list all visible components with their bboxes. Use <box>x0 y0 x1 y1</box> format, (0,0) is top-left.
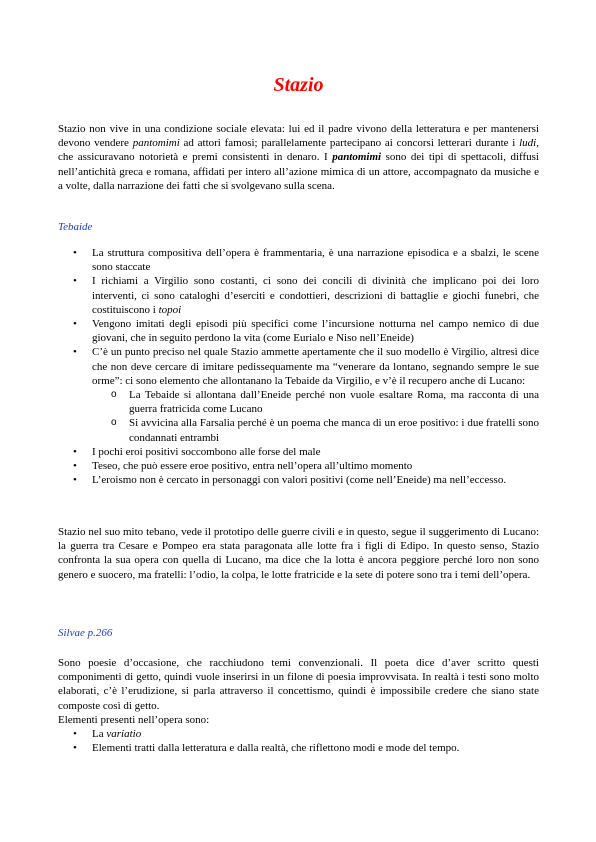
intro-text-1: Stazio non vive in una condizione sociale elevata: lui ed il padre vivono della letteratura e per mantenersi devono vendere <box>58 123 539 150</box>
list-item <box>58 274 539 317</box>
list-item-emphasis: variatio <box>106 728 142 740</box>
list-item-text: Teseo, che può essere eroe positivo, entra nell’opera all’ultimo momento <box>92 460 413 473</box>
elements-intro: Elementi presenti nell’opera sono: <box>58 714 210 726</box>
list-item-text: La <box>92 728 107 740</box>
bullet-icon: • <box>73 474 77 487</box>
bullet-icon: • <box>73 346 77 359</box>
list-item-text: L’eroismo non è cercato in personaggi con valori positivi (come nell’Eneide) ma nell’eccesso. <box>92 474 507 487</box>
bullet-icon: • <box>73 460 77 473</box>
section-heading-silvae: Silvae p.266 <box>58 627 113 639</box>
sublist-item <box>92 388 539 416</box>
tebaide-list <box>58 246 539 487</box>
hollow-bullet-icon: o <box>111 389 117 401</box>
list-item-text: I pochi eroi positivi soccombono alle forse del male <box>92 445 321 458</box>
intro-text-3: , che assicuravano notorietà e premi consistenti in denaro. I <box>58 137 539 164</box>
list-item <box>58 459 539 473</box>
list-item <box>58 445 539 459</box>
silvae-paragraph: Sono poesie d’occasione, che racchiudono temi convenzionali. Il poeta dice d’aver scritto questi componimenti di getto, quindi vuole inserirsi in un filone di poesia improvvisata. In realtà i testi sono molto elaborati, c’è l’erudizione, si parla attraverso il concettismo, quindi è impossibile credere che siano state composte così di getto. <box>58 657 539 712</box>
section-heading-tebaide: Tebaide <box>58 221 93 233</box>
bullet-icon: • <box>73 247 77 259</box>
list-item <box>58 727 539 741</box>
bullet-icon: • <box>73 445 77 458</box>
list-item-text: I richiami a Virgilio sono costanti, ci sono dei concili di divinità che implicano poi dei loro interventi, ci sono cataloghi d’eserciti e condottieri, descrizioni di battaglie e giochi funebri, che costituiscono i <box>92 275 539 316</box>
bullet-icon: • <box>73 742 77 755</box>
intro-paragraph <box>58 122 539 193</box>
intro-emphasis-pantomimi-bold: pantomimi <box>332 151 382 164</box>
list-item <box>58 246 539 274</box>
intro-text-4: sono dei tipi di spettacoli, diffusi nell’antichità greca e romana, affidati per intero all’azione mimica di un attore, accompagnato da musiche e a volte, dalla narrazione dei fatti che si svolgevano sulla scena. <box>58 151 539 192</box>
list-item <box>58 317 539 345</box>
bullet-icon: • <box>73 728 77 740</box>
sublist-item-text: La Tebaide si allontana dall’Eneide perché non vuole esaltare Roma, ma racconta di una guerra fratricida come Lucano <box>129 389 539 416</box>
silvae-list <box>58 727 539 755</box>
list-item <box>58 345 539 444</box>
list-item <box>58 473 539 487</box>
list-item-text: Vengono imitati degli episodi più specifici come l’incursione notturna nel campo nemico di due giovani, che in seguito perdono la vita (come Eurialo e Niso nell’Eneide) <box>92 318 539 345</box>
sublist-item-text: Si avvicina alla Farsalia perché è un poema che manca di un eroe positivo: i due fratelli sono condannati entrambi <box>129 417 539 444</box>
sublist-item <box>92 416 539 444</box>
bullet-icon: • <box>73 318 77 331</box>
list-item-text: La struttura compositiva dell’opera è frammentaria, è una narrazione episodica e a sbalzi, le scene sono staccate <box>92 247 539 274</box>
intro-text-2: ad attori famosi; parallelamente partecipano ai concorsi letterari durante i <box>179 137 520 150</box>
intro-emphasis-ludi: ludi <box>519 137 537 150</box>
page-title: Stazio <box>273 74 324 96</box>
tebaide-sublist <box>92 388 539 445</box>
list-item-emphasis: topoi <box>158 303 182 316</box>
mid-paragraph: Stazio nel suo mito tebano, vede il prototipo delle guerre civili e in questo, segue il suggerimento di Lucano: la guerra tra Cesare e Pompeo era stata paragonata alle lotte fra i figli di Edipo. In questo senso, Stazio confronta la sua opera con quella di Lucano, ma dice che la lotta è ancora peggiore perché loro non sono genero e suocero, ma fratelli: l’odio, la colpa, le lotte fratricide e la sete di potere sono tra i temi dell’opera. <box>58 526 539 581</box>
list-item <box>58 741 539 755</box>
intro-emphasis-pantomimi: pantomimi <box>132 137 180 150</box>
list-item-text: Elementi tratti dalla letteratura e dalla realtà, che riflettono modi e mode del tempo. <box>92 742 460 755</box>
list-item-text: C’è un punto preciso nel quale Stazio ammette apertamente che il suo modello è Virgilio, altresì dice che non deve cercare di imitare pedissequamente ma “venerare da lontano, segnando sempre le sue orme”: ci sono elemento che allontanano la Tebaide da Virgilio, e v’è il recupero anche di Lucano: <box>92 346 539 387</box>
bullet-icon: • <box>73 275 77 288</box>
hollow-bullet-icon: o <box>111 417 117 429</box>
